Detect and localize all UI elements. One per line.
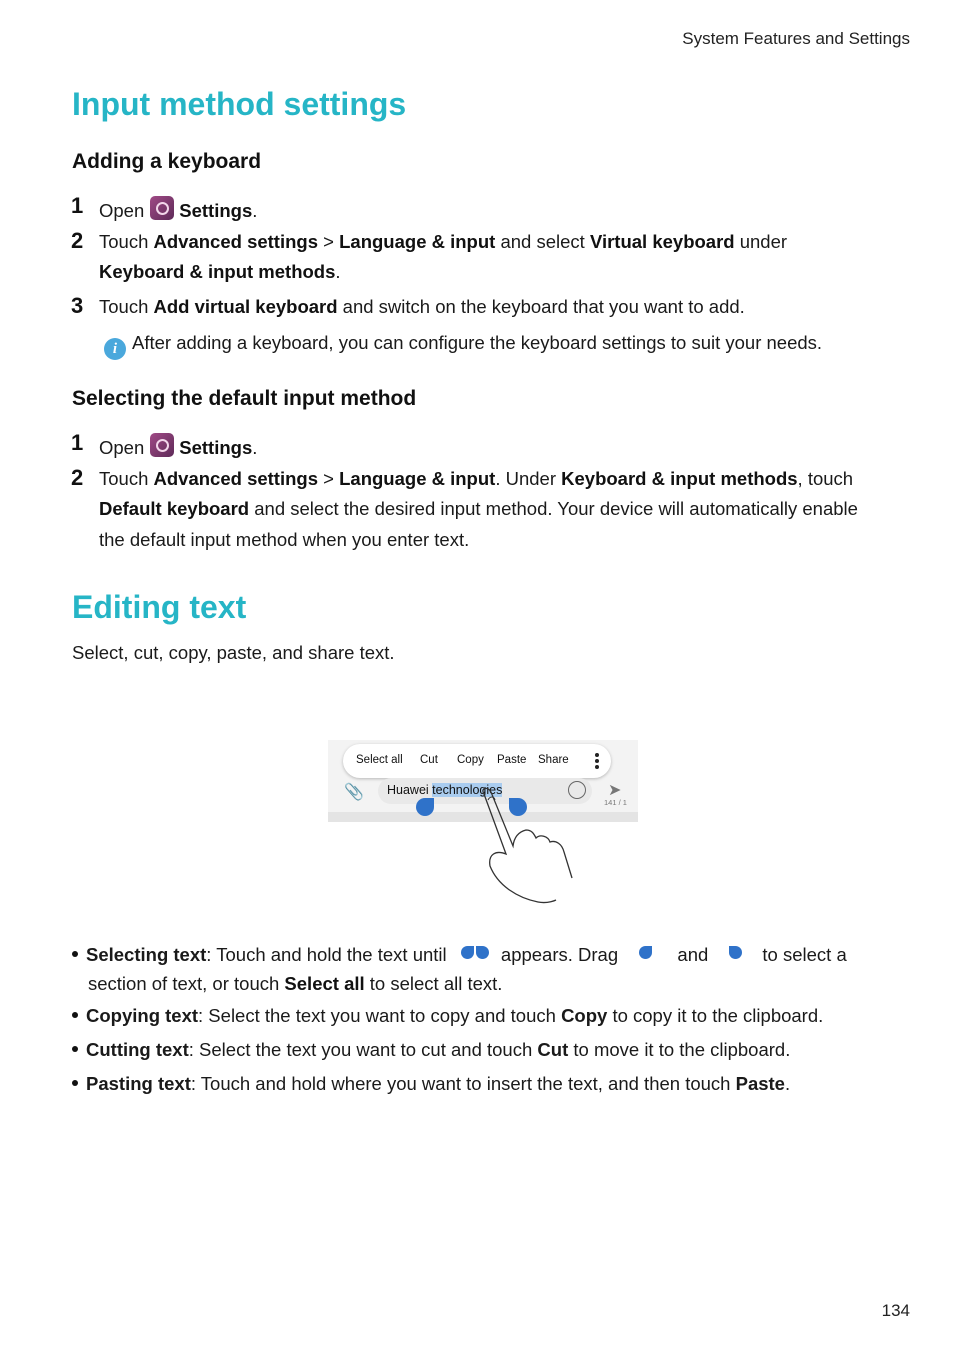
step-text: Touch Advanced settings > Language & input. Under Keyboard & input methods, touch	[99, 468, 854, 489]
settings-app-icon	[150, 433, 174, 457]
step-number: 2	[71, 228, 84, 253]
paperclip-icon: 📎	[344, 784, 364, 801]
selection-handle-left-icon	[639, 946, 652, 959]
step-number: 1	[71, 193, 84, 218]
bullet-copying-text: Copying text: Select the text you want to copy and touch Copy to copy it to the clipboard.	[72, 1005, 823, 1027]
hand-gesture-icon	[478, 786, 578, 906]
note: i After adding a keyboard, you can configure the keyboard settings to suit your needs.	[104, 332, 822, 360]
settings-app-icon	[150, 196, 174, 220]
section-title-editing-text: Editing text	[72, 589, 247, 625]
intro-text: Select, cut, copy, paste, and share text.	[72, 642, 395, 663]
info-icon: i	[104, 338, 126, 360]
bullet-selecting-text: Selecting text: Touch and hold the text until appears. Drag and to select a	[72, 942, 847, 966]
more-options-icon	[595, 753, 599, 771]
toolbar-paste: Paste	[497, 754, 527, 766]
step-text-continued: the default input method when you enter text.	[99, 529, 470, 550]
step-text-continued: Default keyboard and select the desired input method. Your device will automatically enable	[99, 498, 858, 519]
subheading-default-input: Selecting the default input method	[72, 387, 417, 410]
char-counter: 141 / 1	[604, 798, 627, 807]
subheading-adding-keyboard: Adding a keyboard	[72, 150, 262, 173]
bullet-cutting-text: Cutting text: Select the text you want to cut and touch Cut to move it to the clipboard.	[72, 1039, 790, 1061]
bullet-selecting-text-continued: section of text, or touch Select all to select all text.	[88, 973, 503, 994]
bullet-dot	[72, 951, 78, 957]
selection-handles-icon	[460, 942, 490, 964]
page-number: 134	[881, 1301, 910, 1320]
selection-handle-left-icon	[416, 798, 434, 816]
step-text: Open Settings.	[99, 196, 257, 222]
section-title-input-method: Input method settings	[72, 86, 407, 122]
step-number: 1	[71, 430, 84, 455]
bullet-pasting-text: Pasting text: Touch and hold where you want to insert the text, and then touch Paste.	[72, 1073, 790, 1095]
step-text: Open Settings.	[99, 433, 257, 459]
selection-handle-right-icon	[729, 946, 742, 959]
text-selection-illustration	[328, 740, 638, 910]
toolbar-copy: Copy	[457, 754, 484, 766]
selected-text: technologies	[432, 783, 503, 797]
step-number: 2	[71, 465, 84, 490]
bullet-dot	[72, 1080, 78, 1086]
running-header: System Features and Settings	[682, 29, 910, 48]
step-text-continued: Keyboard & input methods.	[99, 261, 341, 282]
step-text: Touch Add virtual keyboard and switch on the keyboard that you want to add.	[99, 296, 745, 317]
bullet-dot	[72, 1046, 78, 1052]
context-toolbar	[343, 744, 611, 778]
toolbar-select-all: Select all	[356, 754, 403, 766]
step-text: Touch Advanced settings > Language & input and select Virtual keyboard under	[99, 231, 788, 252]
message-field: Huawei technologies	[378, 778, 592, 804]
bullet-dot	[72, 1012, 78, 1018]
toolbar-cut: Cut	[420, 754, 438, 766]
send-icon: ➤	[608, 782, 622, 799]
step-number: 3	[71, 293, 84, 318]
toolbar-share: Share	[538, 754, 569, 766]
